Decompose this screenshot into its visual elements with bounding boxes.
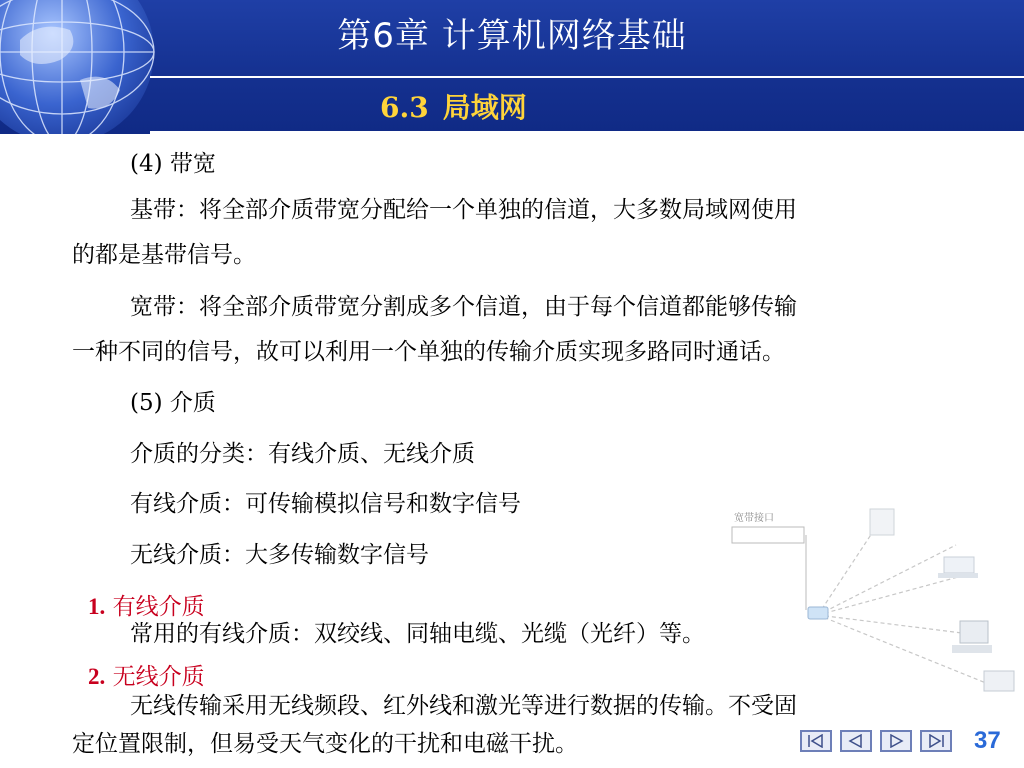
desktop-icon xyxy=(952,621,992,653)
next-page-icon[interactable] xyxy=(880,730,912,752)
wired-heading-text: 有线介质 xyxy=(112,594,205,620)
wireless-line-1: 无线传输采用无线频段、红外线和激光等进行数据的传输。不受固 xyxy=(130,693,797,719)
section-name: 局域网 xyxy=(442,91,527,124)
wired-description: 有线介质：可传输模拟信号和数字信号 xyxy=(130,491,521,517)
page-number: 37 xyxy=(974,727,1001,754)
router-icon xyxy=(808,607,828,619)
diagram-label: 宽带接口 xyxy=(734,513,774,524)
baseband-line-2: 的都是基带信号。 xyxy=(72,242,256,268)
bandwidth-heading: (4) 带宽 xyxy=(130,151,216,177)
section-title xyxy=(380,86,527,126)
server-icon xyxy=(870,509,894,535)
chapter-title: 第6章 计算机网络基础 xyxy=(337,16,687,56)
medium-classes: 介质的分类：有线介质、无线介质 xyxy=(130,441,475,467)
wireless-heading-number: 2. xyxy=(88,664,106,689)
laptop-icon xyxy=(938,557,978,578)
wireless-description: 无线介质：大多传输数字信号 xyxy=(130,542,429,568)
last-page-icon[interactable] xyxy=(920,730,952,752)
slide-header xyxy=(0,0,1024,134)
broadband-line-1: 宽带：将全部介质带宽分割成多个信道，由于每个信道都能够传输 xyxy=(130,294,797,320)
wireless-line-2: 定位置限制，但易受天气变化的干扰和电磁干扰。 xyxy=(72,731,578,757)
workstation-icon xyxy=(984,671,1014,691)
wired-heading-number: 1. xyxy=(88,594,106,619)
header-divider xyxy=(150,76,1024,78)
broadband-line-2: 一种不同的信号，故可以利用一个单独的传输介质实现多路同时通话。 xyxy=(72,339,785,365)
medium-heading: (5) 介质 xyxy=(130,390,216,416)
prev-page-icon[interactable] xyxy=(840,730,872,752)
wireless-heading-text: 无线介质 xyxy=(112,664,205,690)
wired-common-media: 常用的有线介质：双绞线、同轴电缆、光缆（光纤）等。 xyxy=(130,621,705,647)
baseband-line-1: 基带：将全部介质带宽分配给一个单独的信道，大多数局域网使用 xyxy=(130,197,797,223)
header-bottom-line xyxy=(150,131,1024,134)
section-number: 6.3 xyxy=(380,91,429,124)
network-diagram xyxy=(726,505,1024,720)
first-page-icon[interactable] xyxy=(800,730,832,752)
slide-navigation xyxy=(800,730,952,752)
